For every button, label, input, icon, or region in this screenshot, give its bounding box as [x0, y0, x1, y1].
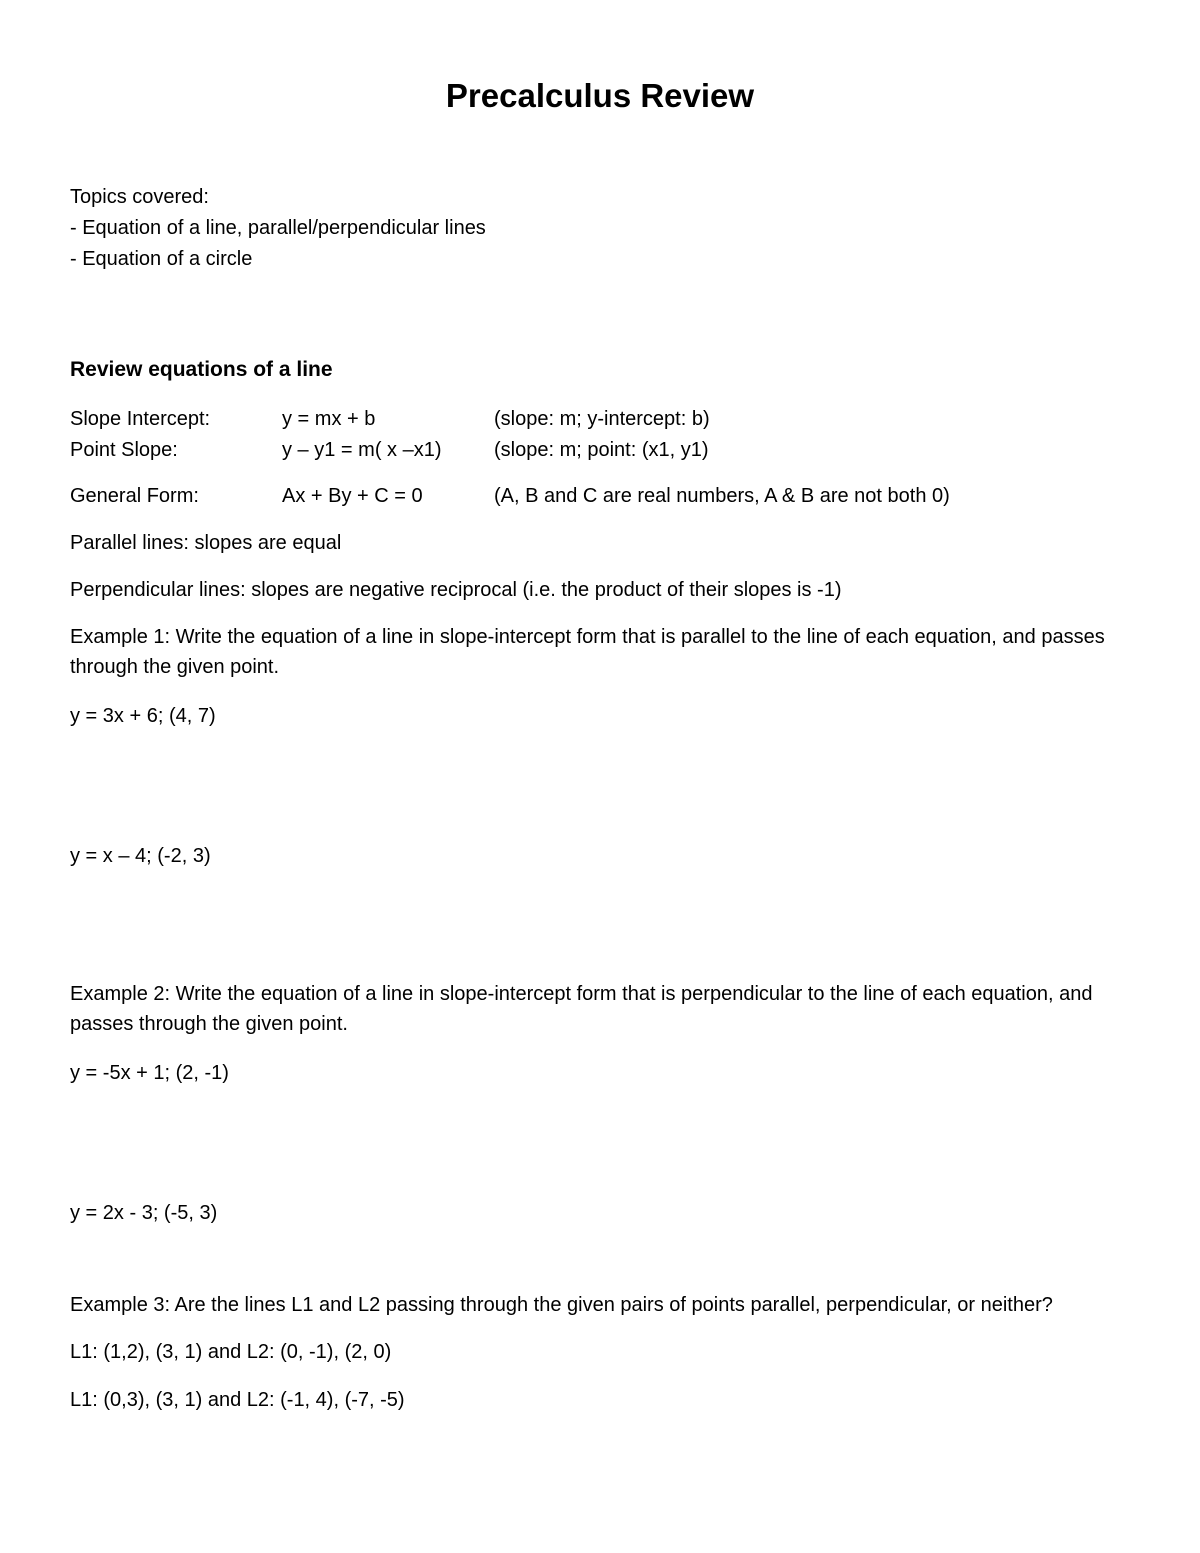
example-1-problem-b: y = x – 4; (-2, 3)	[70, 845, 211, 867]
perpendicular-lines-rule: Perpendicular lines: slopes are negative reciprocal (i.e. the product of their slopes is -1)	[70, 579, 842, 601]
example-1-problem-a: y = 3x + 6; (4, 7)	[70, 705, 216, 727]
form-equation-point-slope: y – y1 = m( x –x1)	[282, 439, 442, 461]
form-name-point-slope: Point Slope:	[70, 439, 178, 461]
example-3-prompt: Example 3: Are the lines L1 and L2 passing through the given pairs of points parallel, perpendicular, or neither?	[70, 1294, 1053, 1316]
example-3-problem-a: L1: (1,2), (3, 1) and L2: (0, -1), (2, 0)	[70, 1341, 392, 1363]
parallel-lines-rule: Parallel lines: slopes are equal	[70, 532, 342, 554]
topics-heading: Topics covered:	[70, 186, 209, 208]
topic-item: - Equation of a circle	[70, 248, 253, 270]
topic-item: - Equation of a line, parallel/perpendicular lines	[70, 217, 486, 239]
form-note-general: (A, B and C are real numbers, A & B are not both 0)	[494, 485, 950, 507]
example-2-problem-a: y = -5x + 1; (2, -1)	[70, 1062, 229, 1084]
example-2-prompt: Example 2: Write the equation of a line in slope-intercept form that is perpendicular to the line of each equation, and passes through the given point.	[70, 983, 1093, 1035]
page-title: Precalculus Review	[445, 77, 755, 114]
form-equation-general: Ax + By + C = 0	[282, 485, 423, 507]
form-equation-slope-intercept: y = mx + b	[282, 408, 376, 430]
example-2-problem-b: y = 2x - 3; (-5, 3)	[70, 1202, 218, 1224]
form-name-general: General Form:	[70, 485, 199, 507]
example-1-prompt: Example 1: Write the equation of a line in slope-intercept form that is parallel to the line of each equation, and passes through the given point.	[70, 626, 1105, 678]
form-note-slope-intercept: (slope: m; y-intercept: b)	[494, 408, 710, 430]
form-name-slope-intercept: Slope Intercept:	[70, 408, 211, 430]
form-note-point-slope: (slope: m; point: (x1, y1)	[494, 439, 709, 461]
example-3-problem-b: L1: (0,3), (3, 1) and L2: (-1, 4), (-7, -5)	[70, 1389, 405, 1411]
section-heading-review: Review equations of a line	[70, 358, 333, 381]
